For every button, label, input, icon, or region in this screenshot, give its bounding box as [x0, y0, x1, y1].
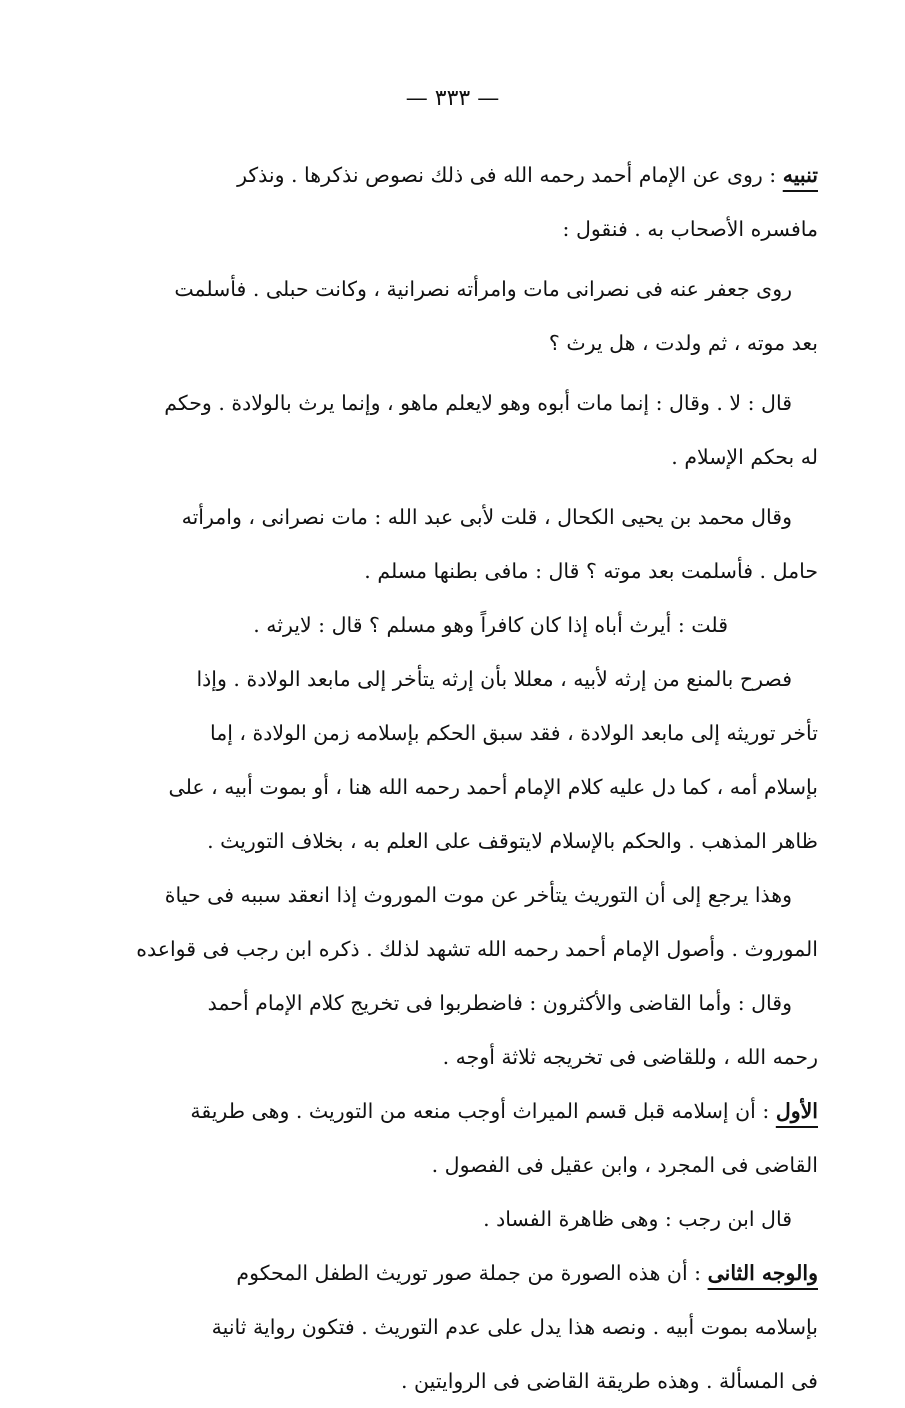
text-line: مافسره الأصحاب به . فنقول :	[562, 217, 818, 241]
text-line: وقال محمد بن يحيى الكحال ، قلت لأبى عبد الله : مات نصرانى ، وامرأته	[181, 505, 792, 529]
text-line	[120, 148, 818, 202]
text-line	[120, 1246, 818, 1300]
term-heading: الأول	[775, 1099, 818, 1123]
term-heading: تنبيه	[782, 163, 818, 187]
text-line	[120, 1084, 818, 1138]
text-line: تأخر توريثه إلى مابعد الولادة ، فقد سبق الحكم بإسلامه زمن الولادة ، إما	[209, 721, 818, 745]
page-number: — ٣٣٣ —	[405, 86, 500, 111]
text-line: رحمه الله ، وللقاضى فى تخريجه ثلاثة أوجه .	[442, 1045, 818, 1069]
text-line: قلت : أيرث أباه إذا كان كافراً وهو مسلم ؟ قال : لايرثه .	[253, 613, 728, 637]
text-line: قال ابن رجب : وهى ظاهرة الفساد .	[483, 1207, 792, 1231]
text-line: بإسلام أمه ، كما دل عليه كلام الإمام أحمد رحمه الله هنا ، أو بموت أبيه ، على	[168, 775, 818, 799]
text-line: بإسلامه بموت أبيه . ونصه هذا يدل على عدم التوريث . فتكون رواية ثانية	[211, 1315, 818, 1339]
text-line: فى المسألة . وهذه طريقة القاضى فى الروايتين .	[401, 1369, 818, 1393]
text-line: قال : لا . وقال : إنما مات أبوه وهو لايعلم ماهو ، وإنما يرث بالولادة . وحكم	[164, 391, 792, 415]
text-line: وقال : وأما القاضى والأكثرون : فاضطربوا فى تخريج كلام الإمام أحمد	[207, 991, 792, 1015]
text-line: القاضى فى المجرد ، وابن عقيل فى الفصول .	[431, 1153, 818, 1177]
text-line: حامل . فأسلمت بعد موته ؟ قال : مافى بطنها مسلم .	[364, 559, 818, 583]
term-heading: والوجه الثانى	[707, 1261, 818, 1285]
text-line: وهذا يرجع إلى أن التوريث يتأخر عن موت الموروث إذا انعقد سببه فى حياة	[164, 883, 792, 907]
text-line: بعد موته ، ثم ولدت ، هل يرث ؟	[548, 331, 818, 355]
line-text: : روى عن الإمام أحمد رحمه الله فى ذلك نصوص نذكرها . ونذكر	[237, 163, 783, 187]
line-text: : أن هذه الصورة من جملة صور توريث الطفل المحكوم	[236, 1261, 708, 1285]
text-line: ظاهر المذهب . والحكم بالإسلام لايتوقف على العلم به ، بخلاف التوريث .	[207, 829, 818, 853]
text-line: الموروث . وأصول الإمام أحمد رحمه الله تشهد لذلك . ذكره ابن رجب فى قواعده	[136, 937, 818, 961]
text-line: له بحكم الإسلام .	[671, 445, 818, 469]
page-body	[120, 148, 818, 1408]
text-line: فصرح بالمنع من إرثه لأبيه ، معللا بأن إرثه يتأخر إلى مابعد الولادة . وإذا	[196, 667, 792, 691]
line-text: : أن إسلامه قبل قسم الميراث أوجب منعه من التوريث . وهى طريقة	[190, 1099, 776, 1123]
text-line: روى جعفر عنه فى نصرانى مات وامرأته نصرانية ، وكانت حبلى . فأسلمت	[174, 277, 792, 301]
